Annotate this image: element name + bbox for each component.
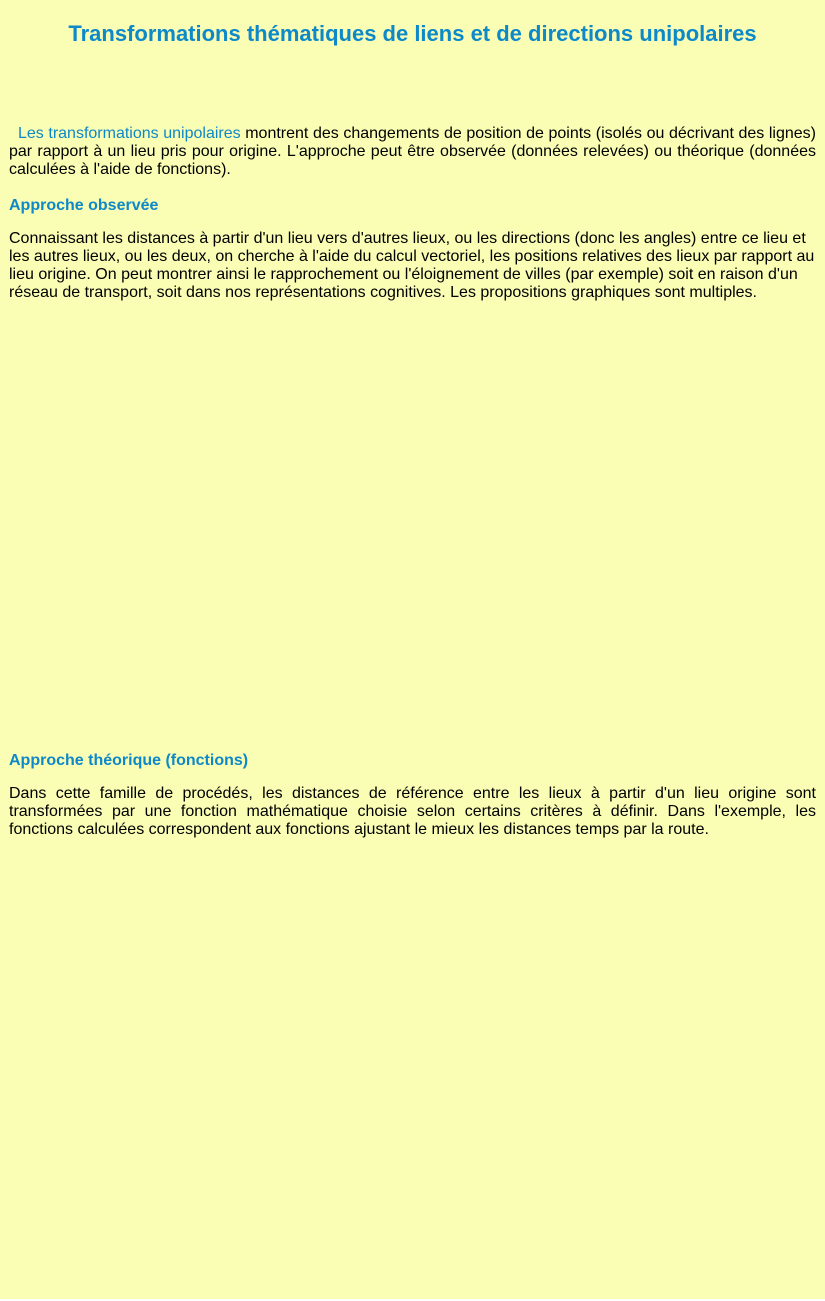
observed-approach-text: Connaissant les distances à partir d'un lieu vers d'autres lieux, ou les directions (donc les angles) entre ce lieu et les autres lieux, ou les deux, on cherche à l'aide du calcul vectoriel, les positions relatives des lieux par rapport au lieu origine. On peut montrer ainsi le rapprochement ou l'éloignement de villes (par exemple) soit en raison d'un réseau de transport, soit dans nos représentations cognitives. Les propositions graphiques sont multiples. — [9, 230, 815, 301]
intro-text: montrent des changements de position de points (isolés ou décrivant des lignes) par rapport à un lieu pris pour origine. L'approche peut être observée (données relevées) ou théorique (données calculées à l'aide de fonctions). — [9, 125, 816, 178]
intro-paragraph — [9, 125, 816, 179]
theoretical-approach-heading: Approche théorique (fonctions) — [9, 752, 249, 769]
page-title: Transformations thématiques de liens et de directions unipolaires — [68, 21, 757, 46]
observed-approach-heading: Approche observée — [9, 197, 159, 214]
unipolar-transformations-link[interactable]: Les transformations unipolaires — [18, 125, 241, 142]
theoretical-approach-text: Dans cette famille de procédés, les distances de référence entre les lieux à partir d'un lieu origine sont transformées par une fonction mathématique choisie selon certains critères à définir. Dans l'exemple, les fonctions calculées correspondent aux fonctions ajustant le mieux les distances temps par la route. — [9, 785, 816, 838]
